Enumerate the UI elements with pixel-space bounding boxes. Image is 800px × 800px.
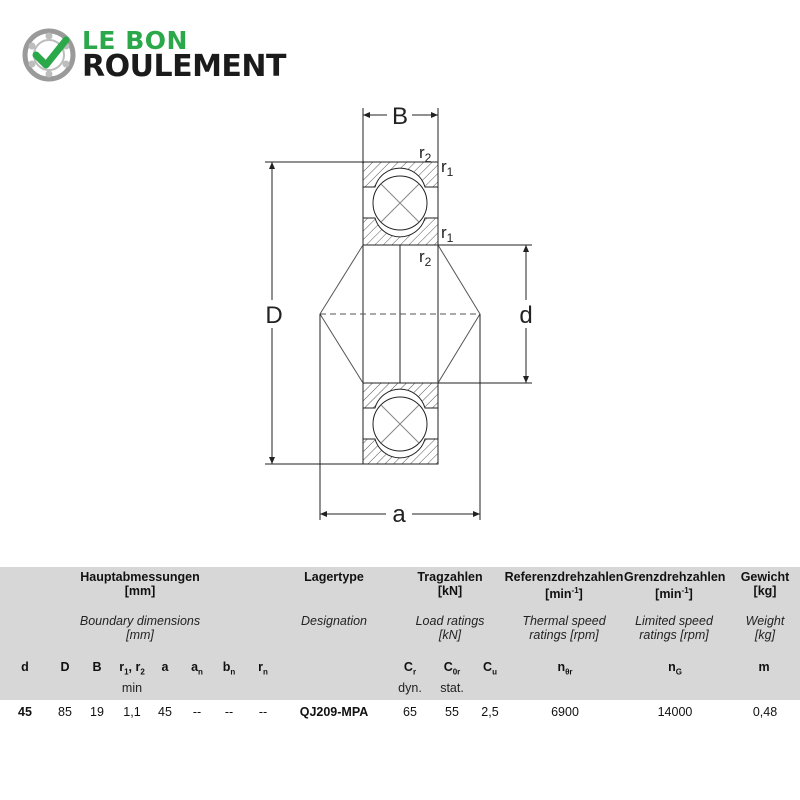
value-weight: 0,48 [752,705,778,719]
sym-d: d [21,660,29,674]
header-type-de: Lagertype [304,570,364,584]
header-ref-de: Referenzdrehzahlen $[\min^{-1}]$ [504,570,624,602]
value-an: -- [192,705,202,719]
value-C0r: 55 [445,705,459,719]
value-Cr: 65 [403,705,417,719]
value-Cu: 2,5 [481,705,499,719]
header-ref-en: Thermal speed ratings [rpm] [522,614,606,642]
value-bn: -- [224,705,234,719]
value-r12: 1,1 [123,705,141,719]
value-rn: -- [258,705,268,719]
sym-nG: $n_G$ [668,660,682,677]
brand-line2: ROULEMENT [82,49,286,84]
header-wt-en: Weight [kg] [745,614,785,642]
sym-a: a [161,660,169,674]
value-d: 45 [18,705,32,719]
label-stat: stat. [440,681,464,695]
header-lim-de: Grenzdrehzahlen $[\min^{-1}]$ [624,570,726,602]
sym-D: D [60,660,70,674]
sym-C0r: $C_{0r}$ [443,660,461,677]
value-thermal-speed: 6900 [551,705,579,719]
value-D: 85 [58,705,72,719]
dim-label-d: d [519,302,533,329]
label-r2-mid: $r_2$ [419,247,432,269]
specification-table [0,567,800,700]
sym-B: B [92,660,102,674]
sym-bn: $b_n$ [222,660,236,677]
dim-label-B: B [391,103,409,130]
sym-rn: $r_n$ [258,660,268,677]
label-min: min [121,681,143,695]
label-dyn: dyn. [398,681,422,695]
sym-r12: $r_1$, $r_2$ [119,660,145,677]
dim-label-a: a [392,501,406,528]
header-load-de: Tragzahlen [kN] [417,570,483,598]
dim-label-D: D [265,302,283,329]
sym-an: $a_n$ [191,660,203,677]
label-r1-mid: $r_1$ [441,223,454,245]
header-wt-de: Gewicht [kg] [740,570,790,598]
brand-line1: LE BON [82,26,188,55]
value-limited-speed: 14000 [657,705,693,719]
value-a: 45 [158,705,172,719]
sym-Cu: $C_u$ [483,660,497,677]
label-r2-top: $r_2$ [419,143,432,165]
sym-Cr: $C_r$ [403,660,417,677]
label-r1-top: $r_1$ [441,157,454,179]
value-B: 19 [90,705,104,719]
sym-m: m [758,660,770,674]
header-main-en: Boundary dimensions [mm] [79,614,201,642]
header-main-de: Hauptabmessungen [mm] [80,570,200,598]
value-designation: QJ209-MPA [299,705,369,719]
header-load-en: Load ratings [kN] [415,614,485,642]
header-type-en: Designation [300,614,367,628]
header-lim-en: Limited speed ratings [rpm] [635,614,713,642]
sym-n8r: $n_{\theta r}$ [557,660,573,677]
